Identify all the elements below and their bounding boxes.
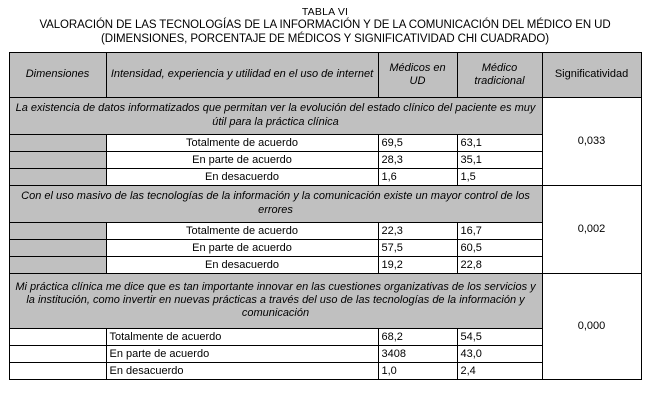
option-label: Totalmente de acuerdo [106, 328, 378, 345]
table-row [9, 273, 641, 328]
option-label: En desacuerdo [106, 362, 378, 379]
value-medico-tradicional: 54,5 [457, 328, 542, 345]
dimension-cell [9, 345, 106, 362]
dimension-cell [9, 256, 106, 273]
value-medicos-ud: 57,5 [378, 239, 457, 256]
value-medicos-ud: 22,3 [378, 222, 457, 239]
value-medicos-ud: 68,2 [378, 328, 457, 345]
dimension-cell [9, 151, 106, 168]
table-title-line-2: (DIMENSIONES, PORCENTAJE DE MÉDICOS Y SIGNIFICATIVIDAD CHI CUADRADO) [101, 32, 549, 45]
option-label: En parte de acuerdo [106, 151, 378, 168]
value-medicos-ud: 1,0 [378, 362, 457, 379]
value-medicos-ud: 69,5 [378, 134, 457, 151]
value-medicos-ud: 3408 [378, 345, 457, 362]
table-header-row [9, 52, 641, 97]
value-medico-tradicional: 2,4 [457, 362, 542, 379]
option-label: Totalmente de acuerdo [106, 222, 378, 239]
dimension-cell [9, 134, 106, 151]
statement-text: Mi práctica clínica me dice que es tan importante innovar en las cuestiones organizativas de los servicios y la institución, como invertir en nuevas prácticas a través del uso de las tecnologías de la información y comunicación [9, 273, 542, 328]
header-dimensions: Dimensiones [9, 52, 106, 97]
dimension-cell [9, 328, 106, 345]
dimension-cell [9, 222, 106, 239]
value-medico-tradicional: 43,0 [457, 345, 542, 362]
option-label: En desacuerdo [106, 168, 378, 185]
option-label: En parte de acuerdo [106, 345, 378, 362]
value-medico-tradicional: 1,5 [457, 168, 542, 185]
option-label: Totalmente de acuerdo [106, 134, 378, 151]
table-row [9, 97, 641, 134]
statement-text: La existencia de datos informatizados que permitan ver la evolución del estado clínico del paciente es muy útil para la práctica clínica [9, 97, 542, 134]
significance-value: 0,000 [542, 273, 641, 379]
dimension-cell [9, 239, 106, 256]
table-row [9, 185, 641, 222]
value-medico-tradicional: 60,5 [457, 239, 542, 256]
header-medico-tradicional: Médico tradicional [457, 52, 542, 97]
value-medicos-ud: 1,6 [378, 168, 457, 185]
valoracion-tic-table [9, 52, 642, 380]
dimension-cell [9, 362, 106, 379]
header-medicos-ud: Médicos en UD [378, 52, 457, 97]
value-medico-tradicional: 63,1 [457, 134, 542, 151]
value-medico-tradicional: 16,7 [457, 222, 542, 239]
table-title-block [8, 6, 642, 47]
header-item: Intensidad, experiencia y utilidad en el uso de internet [106, 52, 378, 97]
significance-value: 0,002 [542, 185, 641, 273]
significance-value: 0,033 [542, 97, 641, 185]
value-medico-tradicional: 22,8 [457, 256, 542, 273]
value-medicos-ud: 28,3 [378, 151, 457, 168]
table-number: TABLA VI [301, 6, 349, 18]
option-label: En parte de acuerdo [106, 239, 378, 256]
option-label: En desacuerdo [106, 256, 378, 273]
header-significatividad: Significatividad [542, 52, 641, 97]
value-medico-tradicional: 35,1 [457, 151, 542, 168]
dimension-cell [9, 168, 106, 185]
value-medicos-ud: 19,2 [378, 256, 457, 273]
statement-text: Con el uso masivo de las tecnologías de la información y la comunicación existe un mayor control de los errores [9, 185, 542, 222]
table-title-line-1: VALORACIÓN DE LAS TECNOLOGÍAS DE LA INFORMACIÓN Y DE LA COMUNICACIÓN DEL MÉDICO EN UD [39, 19, 611, 32]
